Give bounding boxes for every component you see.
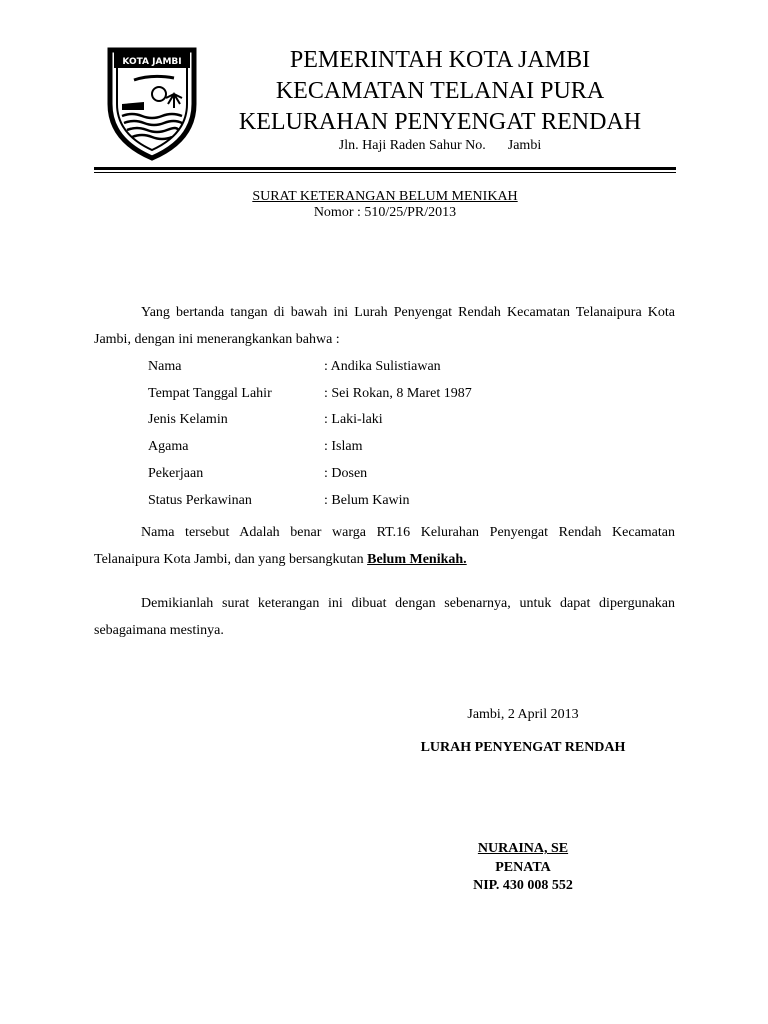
status-emphasis: Belum Menikah. xyxy=(367,552,467,567)
field-value: : Andika Sulistiawan xyxy=(324,359,441,374)
place-date: Jambi, 2 April 2013 xyxy=(467,707,579,722)
emblem-text: KOTA JAMBI xyxy=(122,57,182,67)
intro-paragraph xyxy=(94,299,675,353)
signatory-title: LURAH PENYENGAT RENDAH xyxy=(420,740,626,755)
letterhead-line-1: PEMERINTAH KOTA JAMBI xyxy=(289,47,591,73)
letterhead-rule-thin xyxy=(94,172,676,173)
kota-jambi-emblem xyxy=(104,44,200,162)
intro-text: Yang bertanda tangan di bawah ini Lurah Penyengat Rendah Kecamatan Telanaipura Kota Jambi, dengan ini menerangkankan bahwa : xyxy=(94,305,675,347)
field-label: Agama xyxy=(148,439,189,454)
field-value: : Islam xyxy=(324,439,363,454)
field-label: Jenis Kelamin xyxy=(148,412,228,427)
signatory-rank: PENATA xyxy=(495,860,551,875)
field-label: Pekerjaan xyxy=(148,466,204,481)
status-paragraph xyxy=(94,519,675,573)
document-title-line xyxy=(94,189,676,205)
field-label: Nama xyxy=(148,359,182,374)
document-title: SURAT KETERANGAN BELUM MENIKAH xyxy=(252,189,518,204)
signatory-name: NURAINA, SE xyxy=(477,841,569,856)
field-value: : Belum Kawin xyxy=(324,493,410,508)
field-label: Status Perkawinan xyxy=(148,493,252,508)
closing-paragraph xyxy=(94,590,675,644)
status-text: Nama tersebut Adalah benar warga RT.16 Kelurahan Penyengat Rendah Kecamatan Telanaipura Kota Jambi, dan yang bersangkutan xyxy=(94,525,675,567)
field-label: Tempat Tanggal Lahir xyxy=(148,386,272,401)
document-number: Nomor : 510/25/PR/2013 xyxy=(313,205,457,220)
letterhead-city: Jambi xyxy=(507,138,542,153)
letterhead-line-3: KELURAHAN PENYENGAT RENDAH xyxy=(238,109,642,135)
signatory-nip: NIP. 430 008 552 xyxy=(473,878,573,893)
field-value: : Dosen xyxy=(324,466,368,481)
letterhead-address: Jln. Haji Raden Sahur No. xyxy=(338,138,486,153)
field-value: : Sei Rokan, 8 Maret 1987 xyxy=(324,386,472,401)
letterhead-rule-thick xyxy=(94,167,676,170)
field-value: : Laki-laki xyxy=(324,412,383,427)
closing-text: Demikianlah surat keterangan ini dibuat dengan sebenarnya, untuk dapat dipergunakan sebagaimana mestinya. xyxy=(94,596,675,638)
letterhead-address-line xyxy=(215,138,665,154)
emblem-shield-icon xyxy=(104,44,200,162)
letterhead-line-2: KECAMATAN TELANAI PURA xyxy=(275,78,605,104)
